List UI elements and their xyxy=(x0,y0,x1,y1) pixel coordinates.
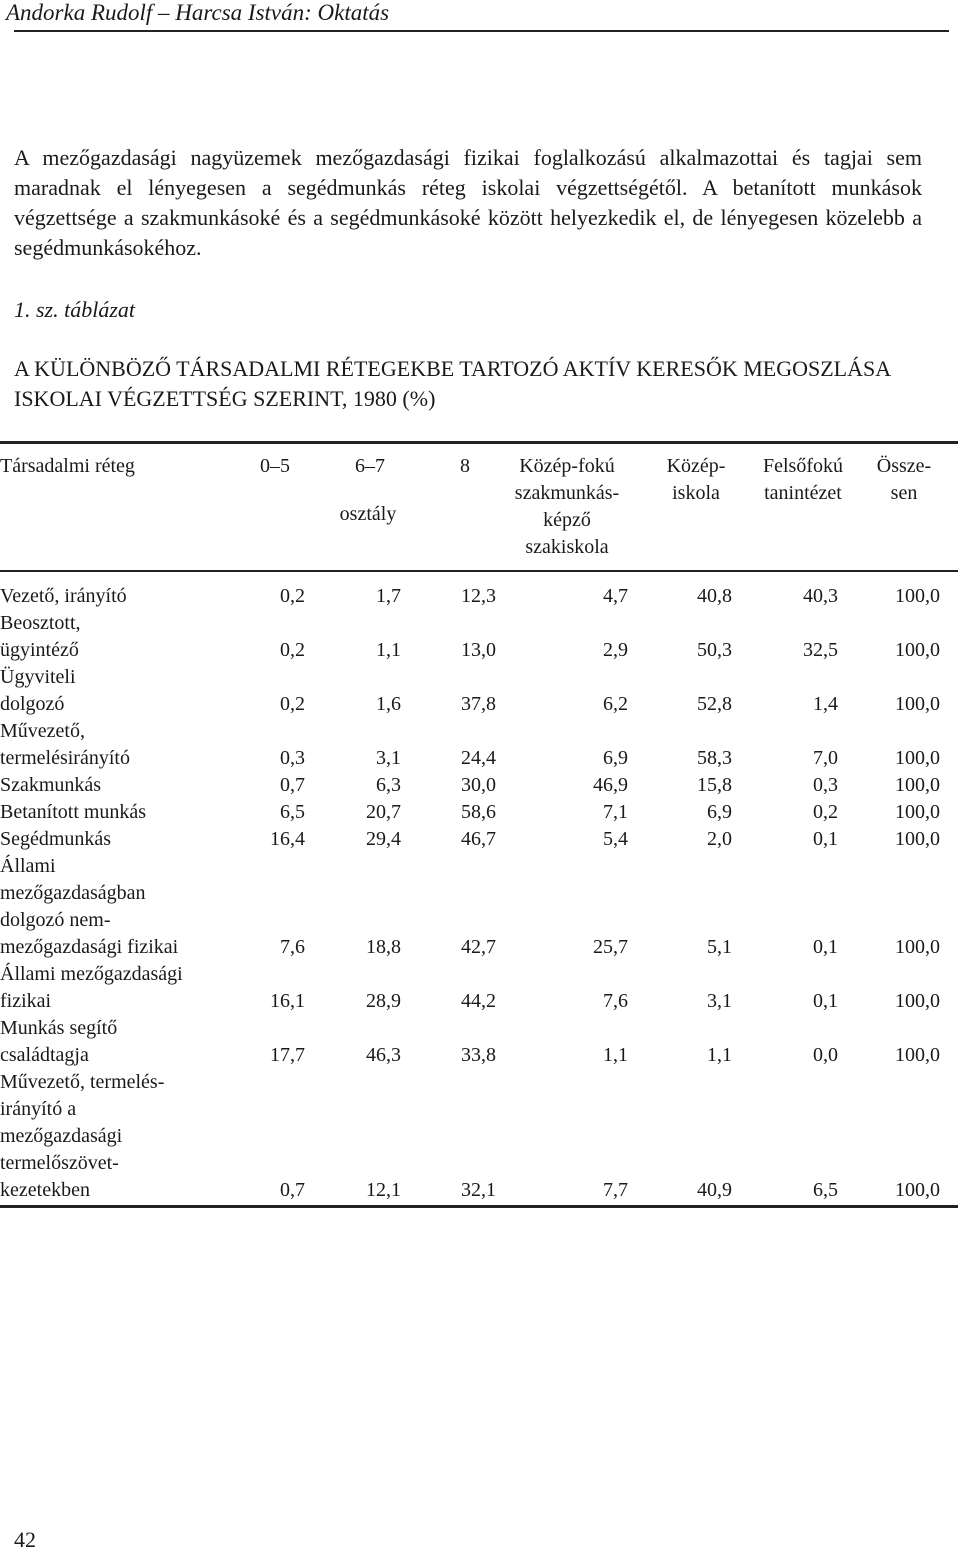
cell-value: 7,6 xyxy=(280,936,305,958)
cell-value: 6,3 xyxy=(376,774,401,796)
cell-value: 6,5 xyxy=(280,801,305,823)
row-label: Segédmunkás xyxy=(0,828,112,850)
header-grade-6-7: 6–7 xyxy=(355,455,385,477)
cell-value: 58,3 xyxy=(697,747,732,769)
cell-value: 52,8 xyxy=(697,693,732,715)
cell-value: 100,0 xyxy=(895,747,940,769)
cell-value: 100,0 xyxy=(895,693,940,715)
cell-value: 6,9 xyxy=(707,801,732,823)
cell-value: 12,1 xyxy=(366,1179,401,1201)
cell-value: 100,0 xyxy=(895,1179,940,1201)
header-stratum: Társadalmi réteg xyxy=(0,455,135,477)
cell-value: 100,0 xyxy=(895,639,940,661)
table-header-rule xyxy=(0,570,958,572)
cell-value: 46,9 xyxy=(593,774,628,796)
cell-value: 30,0 xyxy=(461,774,496,796)
cell-value: 40,9 xyxy=(697,1179,732,1201)
cell-value: 5,4 xyxy=(603,828,628,850)
cell-value: 3,1 xyxy=(376,747,401,769)
cell-value: 16,1 xyxy=(270,990,305,1012)
cell-value: 0,3 xyxy=(813,774,838,796)
cell-value: 0,2 xyxy=(813,801,838,823)
row-label: Beosztott, ügyintéző xyxy=(0,612,81,661)
cell-value: 12,3 xyxy=(461,585,496,607)
cell-value: 42,7 xyxy=(461,936,496,958)
cell-value: 44,2 xyxy=(461,990,496,1012)
table-row xyxy=(0,664,940,718)
cell-value: 6,2 xyxy=(603,693,628,715)
cell-value: 7,1 xyxy=(603,801,628,823)
cell-value: 100,0 xyxy=(895,1044,940,1066)
page-number: 42 xyxy=(14,1527,36,1552)
cell-value: 100,0 xyxy=(895,801,940,823)
cell-value: 5,1 xyxy=(707,936,732,958)
cell-value: 1,4 xyxy=(813,693,838,715)
cell-value: 0,7 xyxy=(280,774,305,796)
cell-value: 16,4 xyxy=(270,828,305,850)
data-table xyxy=(0,583,940,1204)
header-vocational: Közép-fokú szakmunkás-képző szakiskola xyxy=(514,455,620,558)
row-label: Szakmunkás xyxy=(0,774,102,796)
header-higher: Felsőfokú tanintézet xyxy=(763,455,843,504)
table-row xyxy=(0,583,940,610)
cell-value: 100,0 xyxy=(895,774,940,796)
cell-value: 46,3 xyxy=(366,1044,401,1066)
row-label: Ügyviteli dolgozó xyxy=(0,666,76,715)
row-label: Vezető, irányító xyxy=(0,585,127,607)
table-top-rule xyxy=(0,441,958,444)
body-paragraph: A mezőgazdasági nagyüzemek mezőgazdasági fizikai foglalkozású alkalmazottai és tagjai sem maradnak el lényegesen a segédmunkás réteg iskolai végzettségétől. A betanított munkások végzettsége a szakmunkásoké és a segédmunkásoké között helyezkedik el, de lényegesen közelebb a segédmunkásokéhoz. xyxy=(14,145,922,260)
cell-value: 37,8 xyxy=(461,693,496,715)
cell-value: 33,8 xyxy=(461,1044,496,1066)
table-row xyxy=(0,853,940,961)
cell-value: 7,7 xyxy=(603,1179,628,1201)
table-body xyxy=(0,583,940,1204)
cell-value: 28,9 xyxy=(366,990,401,1012)
cell-value: 0,1 xyxy=(813,990,838,1012)
cell-value: 0,1 xyxy=(813,828,838,850)
header-grade-8: 8 xyxy=(460,455,470,477)
row-label: Állami mezőgazdaságban dolgozó nem- mezőgazdasági fizikai xyxy=(0,855,179,958)
cell-value: 100,0 xyxy=(895,585,940,607)
cell-value: 20,7 xyxy=(366,801,401,823)
cell-value: 50,3 xyxy=(697,639,732,661)
cell-value: 29,4 xyxy=(366,828,401,850)
cell-value: 2,0 xyxy=(707,828,732,850)
cell-value: 100,0 xyxy=(895,990,940,1012)
cell-value: 0,7 xyxy=(280,1179,305,1201)
table-header xyxy=(0,453,960,565)
cell-value: 24,4 xyxy=(461,747,496,769)
cell-value: 0,2 xyxy=(280,693,305,715)
cell-value: 1,1 xyxy=(707,1044,732,1066)
running-head: Andorka Rudolf – Harcsa István: Oktatás xyxy=(6,0,390,25)
cell-value: 2,9 xyxy=(603,639,628,661)
cell-value: 6,5 xyxy=(813,1179,838,1201)
cell-value: 13,0 xyxy=(461,639,496,661)
cell-value: 25,7 xyxy=(593,936,628,958)
cell-value: 17,7 xyxy=(270,1044,305,1066)
row-label: Művezető, termelésirányító xyxy=(0,720,130,769)
table-bottom-rule xyxy=(0,1205,958,1208)
cell-value: 46,7 xyxy=(461,828,496,850)
table-row xyxy=(0,799,940,826)
row-label: Állami mezőgazdasági fizikai xyxy=(0,963,183,1012)
cell-value: 15,8 xyxy=(697,774,732,796)
cell-value: 3,1 xyxy=(707,990,732,1012)
table-row xyxy=(0,610,940,664)
table-title: A KÜLÖNBÖZŐ TÁRSADALMI RÉTEGEKBE TARTOZÓ AKTÍV KERESŐK MEGOSZLÁSA ISKOLAI VÉGZETTSÉG SZERINT, 1980 (%) xyxy=(14,356,890,411)
cell-value: 100,0 xyxy=(895,828,940,850)
table-row xyxy=(0,772,940,799)
header-grade-0-5: 0–5 xyxy=(260,455,290,477)
cell-value: 0,0 xyxy=(813,1044,838,1066)
cell-value: 32,1 xyxy=(461,1179,496,1201)
cell-value: 100,0 xyxy=(895,936,940,958)
cell-value: 7,6 xyxy=(603,990,628,1012)
cell-value: 58,6 xyxy=(461,801,496,823)
cell-value: 1,1 xyxy=(376,639,401,661)
cell-value: 0,3 xyxy=(280,747,305,769)
cell-value: 0,2 xyxy=(280,585,305,607)
row-label: Munkás segítő családtagja xyxy=(0,1017,118,1066)
cell-value: 40,3 xyxy=(803,585,838,607)
header-grades-unit: osztály xyxy=(339,503,397,525)
cell-value: 6,9 xyxy=(603,747,628,769)
cell-value: 1,1 xyxy=(603,1044,628,1066)
table-row xyxy=(0,1015,940,1069)
cell-value: 0,1 xyxy=(813,936,838,958)
table-row xyxy=(0,826,940,853)
cell-value: 0,2 xyxy=(280,639,305,661)
header-secondary: Közép-iskola xyxy=(666,455,726,504)
cell-value: 32,5 xyxy=(803,639,838,661)
header-rule xyxy=(14,30,949,32)
cell-value: 4,7 xyxy=(603,585,628,607)
cell-value: 40,8 xyxy=(697,585,732,607)
table-row xyxy=(0,961,940,1015)
cell-value: 1,7 xyxy=(376,585,401,607)
cell-value: 7,0 xyxy=(813,747,838,769)
cell-value: 18,8 xyxy=(366,936,401,958)
table-row xyxy=(0,1069,940,1204)
table-caption: 1. sz. táblázat xyxy=(14,297,136,322)
row-label: Betanított munkás xyxy=(0,801,147,823)
row-label: Művezető, termelés- irányító a mezőgazdasági termelőszövet- kezetekben xyxy=(0,1071,165,1201)
header-total: Össze-sen xyxy=(876,455,932,504)
cell-value: 1,6 xyxy=(376,693,401,715)
table-row xyxy=(0,718,940,772)
